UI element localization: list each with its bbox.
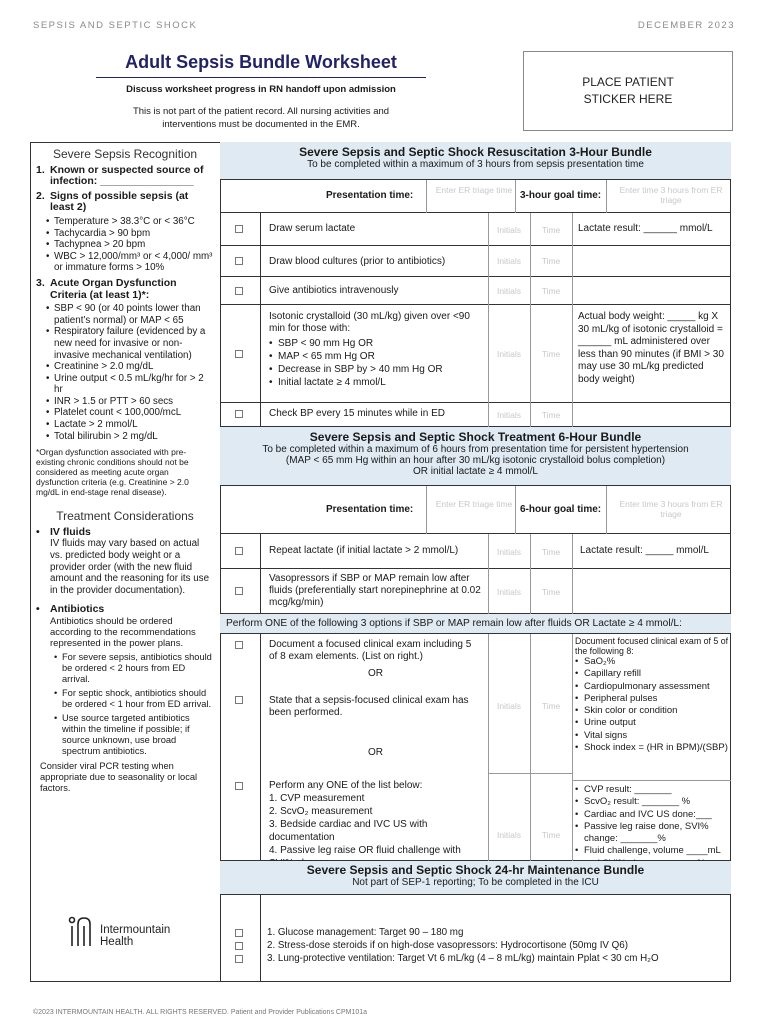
list-item: • Lactate > 2 mmol/L (54, 419, 214, 431)
six-hour-presentation-row (220, 486, 731, 534)
24hr-bundle-header: Severe Sepsis and Septic Shock 24-hr Maintenance Bundle Not part of SEP-1 reporting; To be completed in the ICU (220, 861, 731, 895)
list-item: • Tachycardia > 90 bpm (54, 228, 214, 240)
task-label: Draw blood cultures (prior to antibiotics) (269, 256, 446, 267)
six-hour-bundle-header: Severe Sepsis and Septic Shock Treatment 6-Hour Bundle To be completed within a maximum of 6 hours from presentation time for persistent hypertension (MAP < 65 mm Hg within an hour after 30 mL/kg isotonic crystalloid bolus completion) OR initial lactate ≥ 4 mmol/L (220, 427, 731, 486)
page-title: Adult Sepsis Bundle Worksheet (96, 52, 426, 78)
exam-checklist: Document focused clinical exam of 5 of the following 8: • SaO₂% • Capillary refill • Cardiopulmonary assessment • Peripheral pulses • Skin color or condition • Urine output • Vital signs • Shock index = (HR in BPM)/(SBP) (575, 636, 729, 754)
list-item: • Urine output < 0.5 mL/kg/hr for > 2 hr (54, 373, 214, 396)
treatment-title: Treatment Considerations (56, 509, 194, 524)
time-field[interactable]: Time (541, 830, 561, 840)
antibiotics-text: Antibiotics should be ordered according to the recommendations represented in the power plans. (50, 616, 196, 649)
checkbox[interactable] (235, 410, 243, 418)
checkbox[interactable] (235, 955, 243, 963)
goal-time-input[interactable]: Enter time 3 hours from ER triage (619, 499, 723, 519)
option-1-label: Document a focused clinical exam including 5 of 8 exam elements. (List on right.) (269, 639, 472, 662)
left-panel (30, 142, 220, 982)
option-3-label: Perform any ONE of the list below: 1. CVP measurement 2. ScvO₂ measurement 3. Bedside cardiac and IVC US with documentation 4. Passive leg raise OR fluid challenge with (269, 780, 461, 856)
checkbox[interactable] (235, 587, 243, 595)
subtitle: Discuss worksheet progress in RN handoff upon admission (126, 84, 396, 95)
body-weight-calc[interactable]: Actual body weight: _____ kg X 30 mL/kg of isotonic crystalloid = ______ mL administered over less than 90 minutes (if BMI > 30 may use 30 mL/kg predicted body weight) (578, 311, 724, 385)
task-label: Draw serum lactate (269, 223, 356, 234)
task-label: Vasopressors if SBP or MAP remain low after fluids (preferentially start norepinephrine at 0.02 mcg/kg/min) (269, 573, 481, 608)
initials-field[interactable]: Initials (496, 256, 522, 266)
list-item: • For septic shock, antibiotics should be ordered < 1 hour from ED arrival. (62, 688, 214, 710)
row-vasopressors (220, 569, 731, 614)
disclaimer-line-2: interventions must be documented in the EMR. (162, 119, 360, 130)
time-field[interactable]: Time (541, 547, 561, 557)
maintenance-list: 1. Glucose management: Target 90 – 180 mg 2. Stress-dose steroids if on high-dose vasopressors: Hydrocortisone (50mg IV Q6) 3. Lung-protective ventilation: Target Vt 6 mL/kg (4 – 8 mL/kg) maintain Pplat < 30 cm H₂O (267, 927, 659, 964)
initials-field[interactable]: Initials (496, 547, 522, 557)
row-blood-cultures (220, 246, 731, 277)
list-item: • For severe sepsis, antibiotics should be ordered < 2 hours from ED arrival. (62, 652, 214, 685)
task-label: Isotonic crystalloid (30 mL/kg) given over <90 min for those with: • SBP < 90 mm Hg OR • MAP < 65 mm Hg OR • Decrease in SBP by > 40 mm Hg OR • Initial lactate ≥ 4 mmol/L (269, 311, 479, 389)
initials-field[interactable]: Initials (496, 701, 522, 711)
list-item: • Use source targeted antibiotics within the timeline if possible; if source unknown, use broad spectrum antibiotics. (62, 713, 214, 757)
iv-fluids-heading: • IV fluids (36, 525, 91, 538)
recognition-title: Severe Sepsis Recognition (52, 147, 198, 161)
sticker-line-1: PLACE PATIENT (582, 75, 674, 89)
list-item: • Temperature > 38.3°C or < 36°C (54, 216, 214, 228)
time-field[interactable]: Time (541, 701, 561, 711)
time-field[interactable]: Time (541, 286, 561, 296)
measurement-results[interactable]: • CVP result: _______ • ScvO₂ result: _______ % • Cardiac and IVC US done:___ • Passive leg raise done, SVI% change: _______% • Fluid challenge, volume ____mL (575, 784, 729, 870)
initials-field[interactable]: Initials (496, 830, 522, 840)
patient-sticker-box (523, 51, 733, 131)
step-1: 1. Known or suspected source of infection: ________________ (36, 163, 204, 188)
row-check-bp (220, 403, 731, 427)
goal-label: 6-hour goal time: (520, 504, 602, 515)
checkbox[interactable] (235, 287, 243, 295)
checkbox[interactable] (235, 942, 243, 950)
task-label: Check BP every 15 minutes while in ED (269, 408, 446, 419)
initials-field[interactable]: Initials (496, 410, 522, 420)
header-right: DECEMBER 2023 (637, 20, 735, 31)
option-3-checkbox[interactable] (235, 782, 243, 790)
logo-text: Intermountain Health (100, 924, 171, 948)
presentation-label: Presentation time: (326, 504, 414, 515)
checkbox[interactable] (235, 929, 243, 937)
or-label: OR (368, 747, 383, 758)
three-hour-presentation-row (220, 180, 731, 213)
checkbox[interactable] (235, 257, 243, 265)
row-repeat-lactate (220, 534, 731, 569)
list-item: • Creatinine > 2.0 mg/dL (54, 361, 214, 373)
task-label: Repeat lactate (if initial lactate > 2 mmol/L) (269, 545, 459, 556)
list-item: • Platelet count < 100,000/mcL (54, 407, 214, 419)
iv-fluids-text: IV fluids may vary based on actual vs. predicted body weight or a provider order (with the new fluid amount and the reasoning for its use in the provider documentation). (50, 538, 210, 596)
row-serum-lactate (220, 213, 731, 246)
presentation-time-input[interactable]: Enter ER triage time (435, 185, 513, 195)
time-field[interactable]: Time (541, 225, 561, 235)
list-item: • Tachypnea > 20 bpm (54, 239, 214, 251)
options-block (220, 634, 731, 861)
sticker-line-2: STICKER HERE (583, 92, 673, 106)
list-item: • INR > 1.5 or PTT > 60 secs (54, 396, 214, 408)
initials-field[interactable]: Initials (496, 286, 522, 296)
time-field[interactable]: Time (541, 410, 561, 420)
three-hour-bundle-header: Severe Sepsis and Septic Shock Resuscitation 3-Hour Bundle To be completed within a maximum of 3 hours from sepsis presentation time (220, 142, 731, 180)
organ-note: *Organ dysfunction associated with pre-existing chronic conditions should not be considered as meeting acute organ dysfunction criteria (e.g. Creatinine > 2.0 mg/dL in end-stage renal disease). (36, 447, 189, 498)
initials-field[interactable]: Initials (496, 349, 522, 359)
goal-label: 3-hour goal time: (520, 190, 602, 201)
antibiotics-heading: • Antibiotics (36, 603, 105, 616)
viral-pcr-note: Consider viral PCR testing when appropriate due to seasonality or local factors. (40, 761, 198, 793)
antibiotics-list (36, 652, 214, 757)
step-2: 2. Signs of possible sepsis (at least 2) (36, 189, 189, 214)
task-label: Give antibiotics intravenously (269, 285, 399, 296)
footer: ©2023 INTERMOUNTAIN HEALTH. ALL RIGHTS RESERVED. Patient and Provider Publications CPM101a (33, 1009, 368, 1016)
list-item: • SBP < 90 (or 40 points lower than patient’s normal) or MAP < 65 (54, 303, 214, 326)
lactate-result-field[interactable]: Lactate result: ______ mmol/L (578, 223, 713, 234)
lactate-result-field[interactable]: Lactate result: _____ mmol/L (580, 545, 709, 556)
checkbox[interactable] (235, 225, 243, 233)
row-crystalloid (220, 305, 731, 403)
24hr-bundle-items (220, 895, 731, 982)
checkbox[interactable] (235, 350, 243, 358)
perform-instructions: Perform ONE of the following 3 options if SBP or MAP remain low after fluids OR Lactate ≥ 4 mmol/L: (226, 618, 682, 629)
list-item: • Total bilirubin > 2 mg/dL (54, 431, 214, 443)
list-item: • WBC > 12,000/mm³ or < 4,000/ mm³ or immature forms > 10% (54, 251, 214, 274)
or-label: OR (368, 668, 383, 679)
time-field[interactable]: Time (541, 256, 561, 266)
presentation-label: Presentation time: (326, 190, 414, 201)
initials-field[interactable]: Initials (496, 587, 522, 597)
list-item: • Respiratory failure (evidenced by a new need for invasive or non-invasive mechanical ventilation) (54, 326, 214, 361)
option-2-label: State that a sepsis-focused clinical exam has been performed. (269, 695, 469, 718)
disclaimer-line-1: This is not part of the patient record. All nursing activities and (132, 106, 390, 117)
organ-dysfunction-list (36, 303, 214, 442)
checkbox[interactable] (235, 547, 243, 555)
presentation-time-input[interactable]: Enter ER triage time (435, 499, 513, 509)
time-field[interactable]: Time (541, 587, 561, 597)
time-field[interactable]: Time (541, 349, 561, 359)
row-antibiotics (220, 277, 731, 305)
sepsis-signs-list (36, 216, 214, 274)
header-left: SEPSIS AND SEPTIC SHOCK (33, 20, 198, 31)
goal-time-input[interactable]: Enter time 3 hours from ER triage (619, 185, 723, 205)
initials-field[interactable]: Initials (496, 225, 522, 235)
intermountain-logo-icon (64, 914, 98, 948)
option-2-checkbox[interactable] (235, 696, 243, 704)
step-3: 3. Acute Organ Dysfunction Criteria (at least 1)*: (36, 276, 177, 301)
perform-one-banner (220, 614, 731, 634)
option-1-checkbox[interactable] (235, 641, 243, 649)
